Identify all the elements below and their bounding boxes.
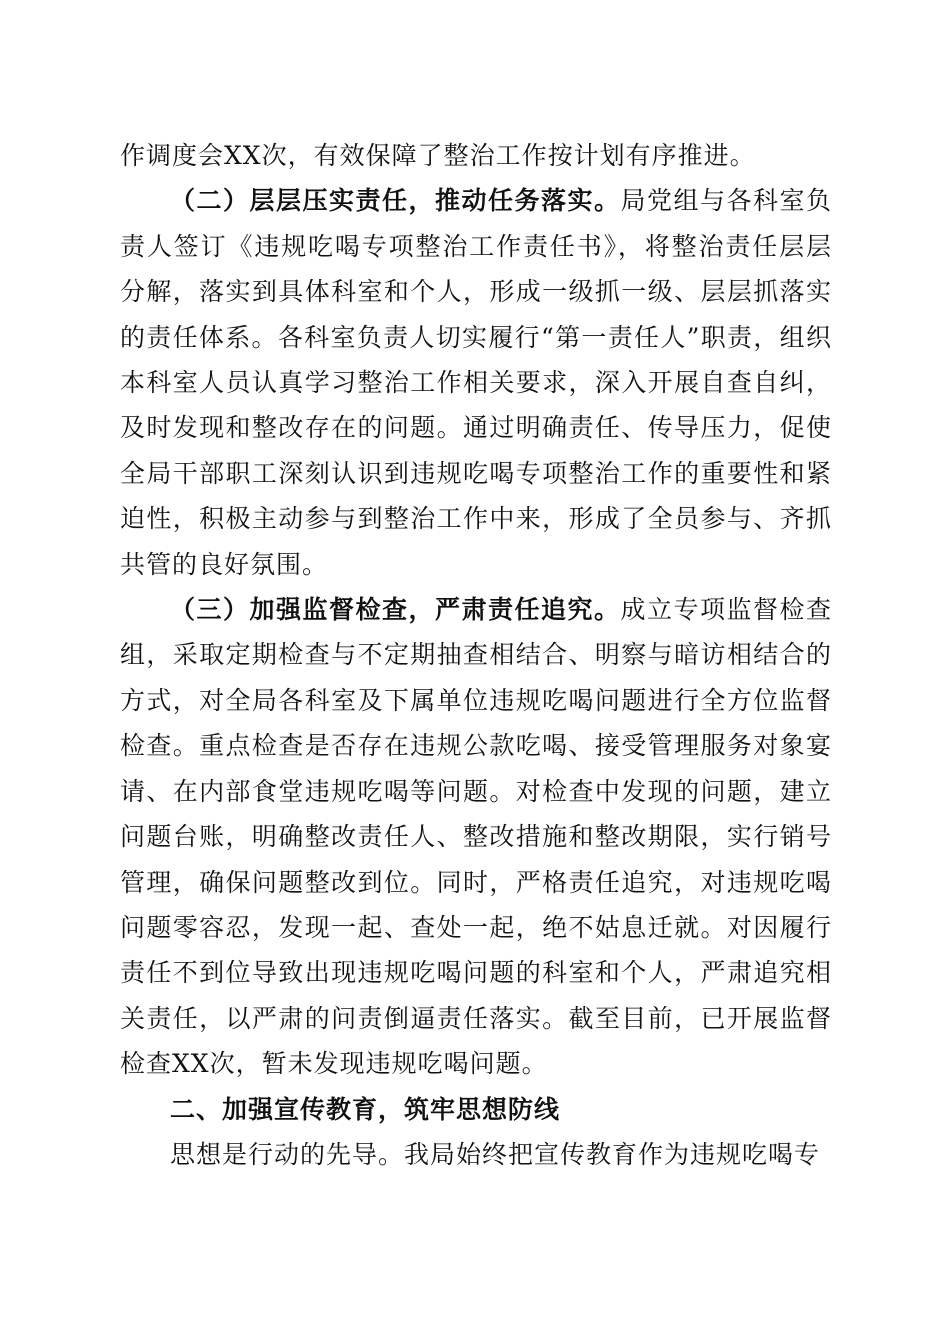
- document-body: [120, 133, 832, 1177]
- section-3-lead: （三）加强监督检查，严肃责任追究。: [170, 595, 621, 625]
- paragraph-section-2: [120, 178, 832, 587]
- section-2-lead: （二）层层压实责任，推动任务落实。: [170, 186, 621, 216]
- section-3-body: 成立专项监督检查组，采取定期检查与不定期抽查相结合、明察与暗访相结合的方式，对全局各科室及下属单位违规吃喝问题进行全方位监督检查。重点检查是否存在违规公款吃喝、接受管理服务对象宴请、在内部食堂违规吃喝等问题。对检查中发现的问题，建立问题台账，明确整改责任人、整改措施和整改期限，实行销号管理，确保问题整改到位。同时，严格责任追究，对违规吃喝问题零容忍，发现一起、查处一起，绝不姑息迁就。对因履行责任不到位导致出现违规吃喝问题的科室和个人，严肃追究相关责任，以严肃的问责倒逼责任落实。截至目前，已开展监督检查XX次，暂未发现违规吃喝问题。: [120, 595, 832, 1079]
- paragraph-continuation: 作调度会XX次，有效保障了整治工作按计划有序推进。: [120, 141, 756, 170]
- paragraph-section-3: [120, 587, 832, 1086]
- heading-section-two: 二、加强宣传教育，筑牢思想防线: [170, 1094, 561, 1124]
- paragraph-final: 思想是行动的先导。我局始终把宣传教育作为违规吃喝专: [170, 1139, 821, 1169]
- section-2-body: 局党组与各科室负责人签订《违规吃喝专项整治工作责任书》，将整治责任层层分解，落实到具体科室和个人，形成一级抓一级、层层抓落实的责任体系。各科室负责人切实履行“第一责任人”职责，组织本科室人员认真学习整治工作相关要求，深入开展自查自纠，及时发现和整改存在的问题。通过明确责任、传导压力，促使全局干部职工深刻认识到违规吃喝专项整治工作的重要性和紧迫性，积极主动参与到整治工作中来，形成了全员参与、齐抓共管的良好氛围。: [120, 186, 832, 579]
